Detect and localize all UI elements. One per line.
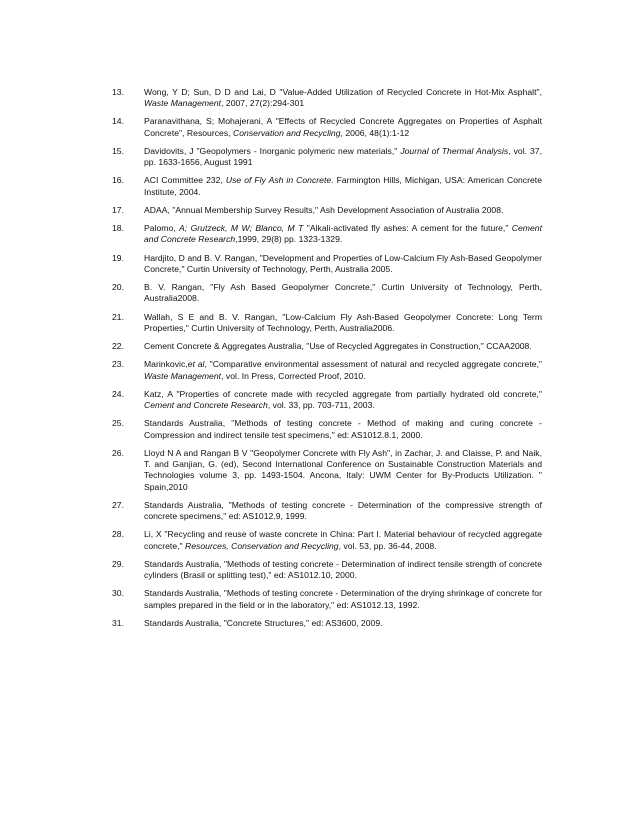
reference-italic-segment: Resources, Conservation and Recycling (185, 540, 339, 551)
reference-item (112, 223, 542, 246)
reference-italic-segment: Cement and Concrete Research (144, 223, 542, 245)
reference-item (112, 146, 542, 169)
reference-segment: Marinkovic, (144, 359, 188, 370)
reference-item (112, 588, 542, 611)
reference-text (144, 559, 542, 580)
reference-segment: , vol. 53, pp. 36-44, 2008. (338, 540, 437, 551)
reference-item (112, 341, 542, 352)
reference-number: 30. (112, 588, 125, 599)
reference-number: 24. (112, 388, 125, 399)
reference-segment: Standards Australia, "Methods of testing concrete - Determination of the compressive strength of concrete specimens," ed: AS1012.9, 1999. (144, 499, 542, 522)
reference-list (112, 87, 542, 636)
reference-segment: Paranavithana, S; Mohajerani, A "Effects of Recycled Concrete Aggregates on Properties of Asphalt Concrete", Resources, (144, 116, 542, 138)
reference-item (112, 116, 542, 139)
reference-italic-segment: Use of Fly Ash in Concrete (225, 175, 332, 186)
reference-italic-segment: et al (187, 359, 205, 370)
reference-segment: , vol. In Press, Corrected Proof, 2010. (221, 370, 366, 381)
reference-number: 26. (112, 447, 125, 458)
reference-item (112, 418, 542, 441)
reference-segment: B. V. Rangan, "Fly Ash Based Geopolymer Concrete," Curtin University of Technology, Perth, Australia2008. (144, 282, 542, 304)
reference-segment: ,1999, 29(8) pp. 1323-1329. (235, 234, 343, 245)
reference-italic-segment: Cement and Concrete Research (144, 400, 268, 411)
reference-text (144, 588, 542, 609)
reference-item (112, 312, 542, 335)
reference-segment: ADAA, "Annual Membership Survey Results," Ash Development Association of Australia 2008. (144, 204, 504, 215)
reference-italic-segment: Waste Management (144, 98, 222, 109)
reference-item (112, 205, 542, 216)
reference-number: 15. (112, 145, 125, 156)
reference-text (144, 418, 542, 439)
reference-item (112, 389, 542, 412)
reference-text (144, 618, 383, 628)
reference-segment: Hardjito, D and B. V. Rangan, "Development and Properties of Low-Calcium Fly Ash-Based Geopolymer Concrete," Curtin University of Technology, Perth, Australia 2005. (144, 252, 542, 274)
reference-segment: ACI Committee 232, (144, 175, 226, 186)
reference-text (144, 529, 542, 550)
reference-text (144, 175, 542, 196)
reference-number: 22. (112, 341, 125, 352)
reference-segment: Cement Concrete & Aggregates Australia, "Use of Recycled Aggregates in Construction," CCAA2008. (144, 341, 532, 352)
reference-text (144, 448, 542, 492)
reference-segment: Davidovits, J "Geopolymers - Inorganic polymeric new materials," (144, 145, 401, 156)
reference-item (112, 448, 542, 493)
reference-segment: Standards Australia, "Methods of testing concrete - Method of making and curing concrete - Compression and indirect tensile test specimens," ed: AS1012.8.1, 2000. (144, 418, 542, 440)
reference-segment: Wong, Y D; Sun, D D and Lai, D "Value-Added Utilization of Recycled Concrete in Hot-Mix Asphalt", (144, 87, 542, 97)
reference-item (112, 500, 542, 523)
reference-italic-segment: Waste Management (144, 370, 222, 381)
reference-text (144, 146, 542, 167)
reference-text (144, 341, 532, 351)
reference-item (112, 253, 542, 276)
reference-number: 20. (112, 282, 125, 293)
reference-segment: Lloyd N A and Rangan B V "Geopolymer Concrete with Fly Ash", in Zachar, J. and Claisse, P. and Naik, T. and Ganjian, G. (ed), Second International Conference on Sustainable Construction Materials and Technologies volume 3, pp. 1493-1504. Ancona, Italy: UWM Center for By-Products Utilization. " Spain,2010 (144, 447, 542, 492)
reference-text (144, 205, 503, 215)
reference-segment: , vol. 37, pp. 1633-1656, August 1991 (144, 145, 542, 168)
reference-number: 19. (112, 252, 125, 263)
reference-segment: . Farmington Hills, Michigan, USA: American Concrete Institute, 2004. (144, 175, 542, 197)
reference-italic-segment: A; Grutzeck, M W; Blanco, M T (179, 223, 304, 234)
reference-segment: Standards Australia, "Methods of testing concrete - Determination of indirect tensile strength of concrete cylinders (Brasil or splitting test)," ed: AS1012.10, 2000. (144, 558, 542, 581)
reference-number: 25. (112, 418, 125, 429)
reference-item (112, 282, 542, 305)
reference-number: 17. (112, 204, 125, 215)
reference-text (144, 389, 542, 410)
reference-text (144, 223, 542, 244)
reference-number: 21. (112, 311, 125, 322)
reference-segment: Li, X "Recycling and reuse of waste concrete in China: Part I. Material behaviour of recycled aggregate concrete," (144, 529, 542, 551)
reference-number: 23. (112, 359, 125, 370)
reference-italic-segment: Journal of Thermal Analysis (400, 145, 509, 156)
reference-text (144, 359, 542, 380)
reference-number: 29. (112, 558, 125, 569)
reference-segment: Standards Australia, "Methods of testing concrete - Determination of the drying shrinkage of concrete for samples prepared in the field or in the laboratory," ed: AS1012.13, 1992. (144, 588, 542, 610)
reference-text (144, 116, 542, 137)
reference-text (144, 87, 542, 108)
reference-item (112, 359, 542, 382)
reference-number: 13. (112, 87, 125, 97)
reference-segment: Palomo, (144, 223, 180, 234)
reference-text (144, 500, 542, 521)
reference-segment: , vol. 33, pp. 703-711, 2003. (267, 400, 375, 411)
reference-segment: , 2006, 48(1):1-12 (340, 127, 410, 138)
reference-item (112, 175, 542, 198)
reference-number: 31. (112, 617, 125, 628)
reference-segment: , 2007, 27(2):294-301 (221, 98, 305, 109)
reference-text (144, 282, 542, 303)
reference-item (112, 618, 542, 629)
reference-item (112, 529, 542, 552)
reference-text (144, 312, 542, 333)
reference-segment: Wallah, S E and B. V. Rangan, "Low-Calcium Fly Ash-Based Geopolymer Concrete: Long Term Properties," Curtin University of Technology, Perth, Australia2006. (144, 311, 542, 333)
reference-number: 18. (112, 223, 125, 234)
reference-number: 27. (112, 499, 125, 510)
reference-segment: , "Comparative environmental assessment of natural and recycled aggregate concrete," (204, 359, 543, 370)
reference-number: 28. (112, 529, 125, 540)
reference-segment: Katz, A "Properties of concrete made with recycled aggregate from partially hydrated old concrete," (144, 388, 542, 399)
reference-text (144, 253, 542, 274)
reference-item (112, 559, 542, 582)
reference-italic-segment: Conservation and Recycling (233, 127, 341, 138)
reference-segment: Standards Australia, "Concrete Structures," ed: AS3600, 2009. (144, 617, 383, 628)
reference-number: 14. (112, 116, 125, 127)
reference-segment: "Alkali-activated fly ashes: A cement for the future," (303, 223, 512, 234)
reference-number: 16. (112, 175, 125, 186)
reference-item (112, 87, 542, 110)
